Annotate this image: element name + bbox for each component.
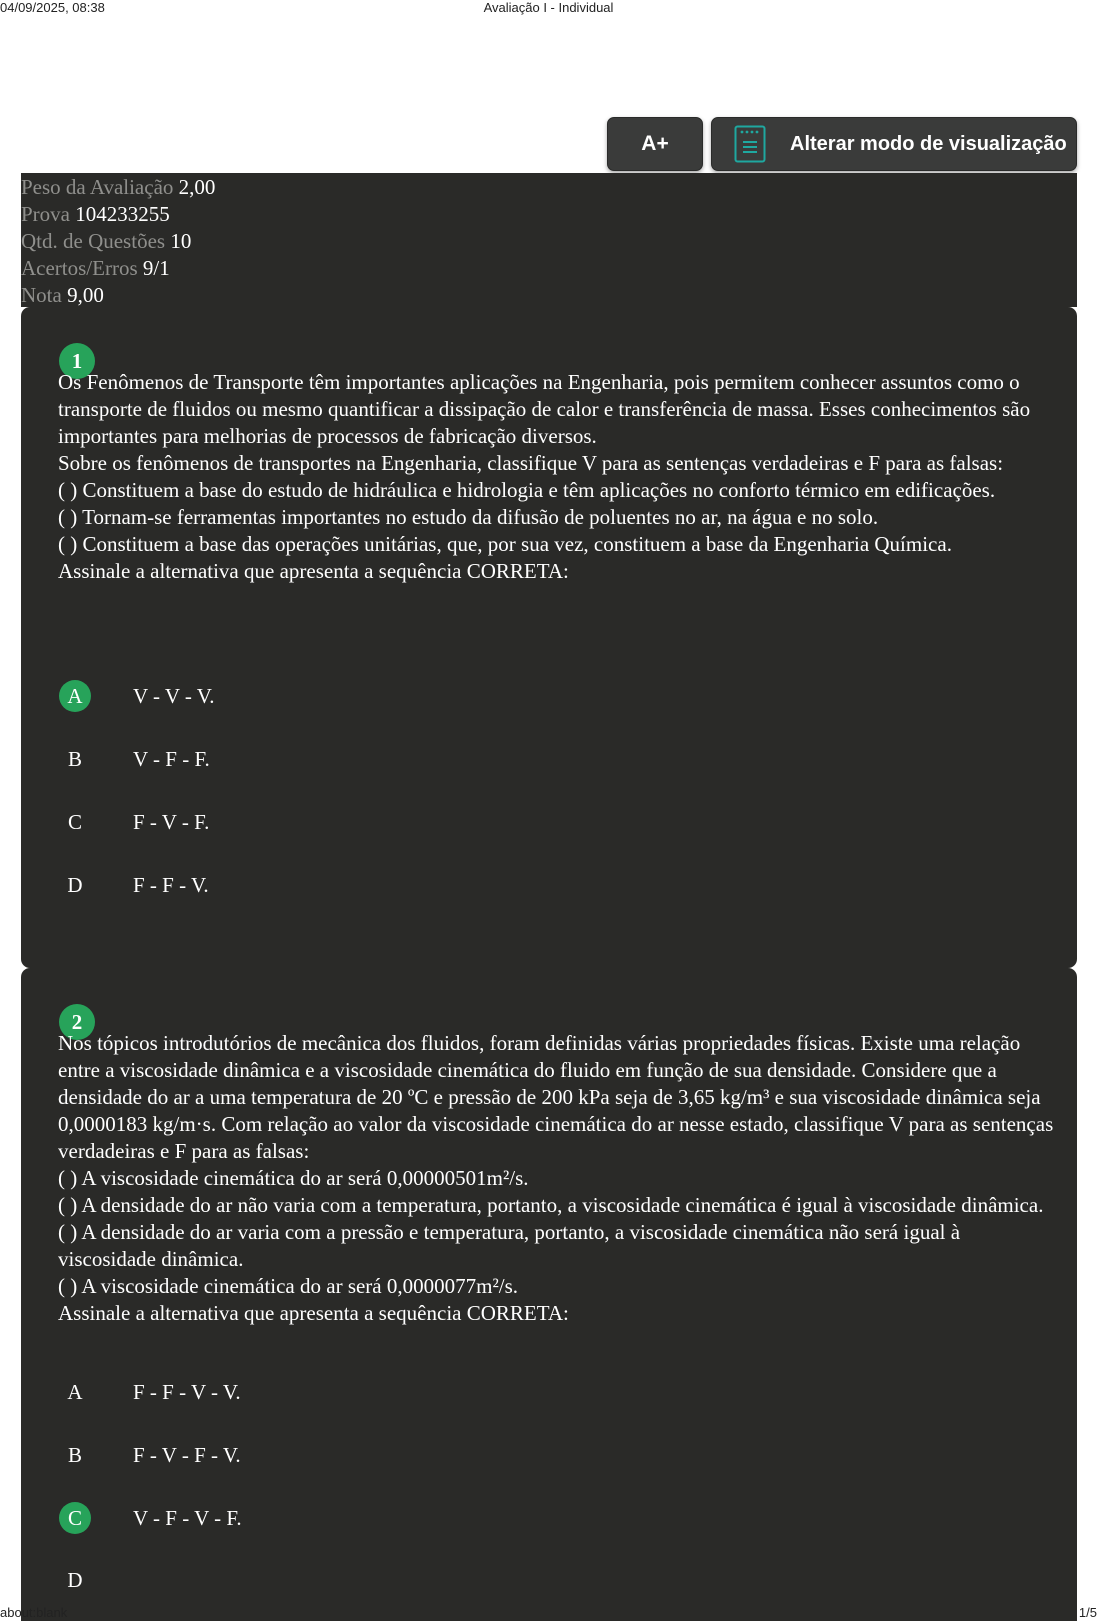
question-statement: Os Fenômenos de Transporte têm importantes aplicações na Engenharia, pois permitem conhecer assuntos como o transporte de fluidos ou mesmo quantificar a dissipação de calor e transferência de massa. Esses conhecimentos são importantes para melhorias de processos de fabricação diversos. bbox=[58, 370, 1031, 448]
option-b[interactable] bbox=[59, 743, 1039, 783]
question-instruction: Sobre os fenômenos de transportes na Engenharia, classifique V para as sentenças verdadeiras e F para as falsas: bbox=[58, 451, 1004, 475]
question-number-badge: 2 bbox=[59, 1004, 95, 1040]
evaluation-summary bbox=[21, 173, 1077, 307]
option-letter: D bbox=[67, 872, 83, 897]
summary-label: Nota bbox=[21, 283, 62, 307]
option-c[interactable] bbox=[59, 1502, 1039, 1542]
option-letter: A bbox=[67, 1379, 83, 1404]
print-title: Avaliação I - Individual bbox=[483, 0, 614, 15]
option-text: F - F - V - V. bbox=[133, 1380, 241, 1404]
option-letter-correct: A bbox=[59, 680, 91, 712]
question-text bbox=[58, 369, 1058, 585]
summary-label: Acertos/Erros bbox=[21, 256, 138, 280]
question-sentence: ( ) A densidade do ar não varia com a temperatura, portanto, a viscosidade cinemática é igual à viscosidade dinâmica. bbox=[58, 1193, 1044, 1217]
option-letter-correct: C bbox=[59, 1502, 91, 1534]
option-letter: B bbox=[67, 746, 82, 771]
question-card-1 bbox=[21, 307, 1077, 968]
print-url: about:blank bbox=[0, 1605, 68, 1620]
view-mode-button[interactable] bbox=[711, 117, 1077, 171]
summary-row-question-count bbox=[21, 228, 1077, 255]
option-d[interactable] bbox=[59, 1564, 1039, 1604]
summary-row-exam bbox=[21, 201, 1077, 228]
print-datetime: 04/09/2025, 08:38 bbox=[0, 0, 105, 15]
summary-label: Peso da Avaliação bbox=[21, 175, 174, 199]
question-sentence: ( ) Constituem a base do estudo de hidráulica e hidrologia e têm aplicações no conforto térmico em edificações. bbox=[58, 478, 996, 502]
font-size-button-label: A+ bbox=[641, 132, 669, 155]
option-text: V - F - V - F. bbox=[133, 1506, 242, 1530]
view-mode-label: Alterar modo de visualização bbox=[790, 132, 1067, 155]
print-footer bbox=[0, 1605, 1097, 1621]
summary-label: Prova bbox=[21, 202, 70, 226]
question-sentence: ( ) A viscosidade cinemática do ar será 0,0000077m²/s. bbox=[58, 1274, 519, 1298]
option-c[interactable] bbox=[59, 806, 1039, 846]
summary-row-hits-misses bbox=[21, 255, 1077, 282]
option-letter: D bbox=[67, 1567, 83, 1592]
summary-label: Qtd. de Questões bbox=[21, 229, 166, 253]
summary-value: 104233255 bbox=[75, 202, 170, 226]
option-text: F - V - F. bbox=[133, 810, 210, 834]
summary-value: 10 bbox=[170, 229, 192, 253]
print-header bbox=[0, 0, 1097, 16]
question-prompt: Assinale a alternativa que apresenta a sequência CORRETA: bbox=[58, 1301, 569, 1325]
question-sentence: ( ) A viscosidade cinemática do ar será 0,00000501m²/s. bbox=[58, 1166, 529, 1190]
option-letter: C bbox=[67, 809, 82, 834]
question-prompt: Assinale a alternativa que apresenta a sequência CORRETA: bbox=[58, 559, 569, 583]
question-card-2 bbox=[21, 968, 1077, 1621]
option-a[interactable] bbox=[59, 680, 1039, 720]
summary-row-grade bbox=[21, 282, 1077, 309]
summary-value: 9,00 bbox=[67, 283, 104, 307]
option-b[interactable] bbox=[59, 1439, 1039, 1479]
summary-row-weight bbox=[21, 174, 1077, 201]
option-letter: B bbox=[67, 1442, 82, 1467]
option-text: F - F - V. bbox=[133, 873, 209, 897]
document-icon bbox=[734, 125, 766, 163]
option-a[interactable] bbox=[59, 1376, 1039, 1416]
font-size-button[interactable] bbox=[607, 117, 703, 171]
option-text: V - F - F. bbox=[133, 747, 210, 771]
question-number-badge: 1 bbox=[59, 343, 95, 379]
question-sentence: ( ) Tornam-se ferramentas importantes no estudo da difusão de poluentes no ar, na água e no solo. bbox=[58, 505, 879, 529]
option-text: F - V - F - V. bbox=[133, 1443, 241, 1467]
question-sentence: ( ) Constituem a base das operações unitárias, que, por sua vez, constituem a base da Engenharia Química. bbox=[58, 532, 952, 556]
option-d[interactable] bbox=[59, 869, 1039, 909]
option-text: V - V - V. bbox=[133, 684, 215, 708]
summary-value: 2,00 bbox=[178, 175, 216, 199]
question-statement: Nos tópicos introdutórios de mecânica dos fluidos, foram definidas várias propriedades físicas. Existe uma relação entre a viscosidade dinâmica e a viscosidade cinemática do fluido em função de sua densidade. Considere que a densidade do ar a uma temperatura de 20 ºC e pressão de 200 kPa seja de 3,65 kg/m³ e sua viscosidade dinâmica seja 0,0000183 kg/m·s. Com relação ao valor da viscosidade cinemática do ar nesse estado, classifique V para as sentenças verdadeiras e F para as falsas: bbox=[58, 1031, 1054, 1163]
question-sentence: ( ) A densidade do ar varia com a pressão e temperatura, portanto, a viscosidade cinemática não será igual à viscosidade dinâmica. bbox=[58, 1220, 961, 1271]
summary-value: 9/1 bbox=[142, 256, 170, 280]
question-text bbox=[58, 1030, 1058, 1327]
print-page-number: 1/5 bbox=[1078, 1605, 1097, 1620]
